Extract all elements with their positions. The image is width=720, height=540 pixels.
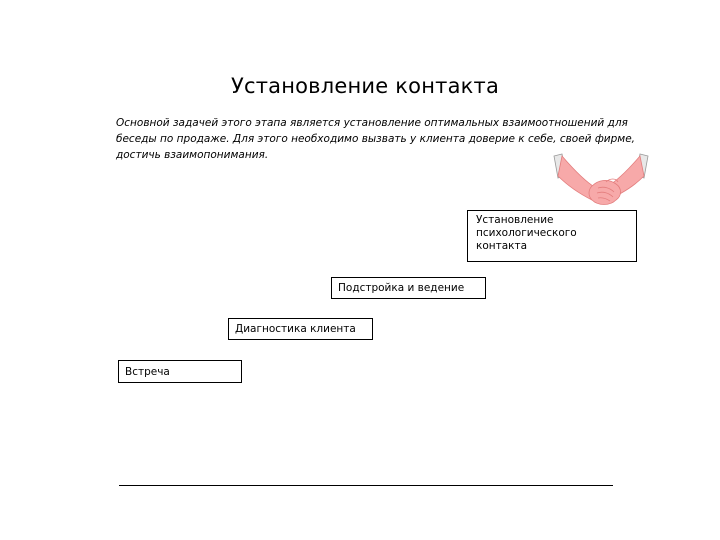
stage-rapport-box: Установление психологического контакта: [467, 210, 637, 262]
bottom-divider: [119, 485, 613, 486]
slide-title: Установление контакта: [230, 74, 500, 98]
stage-diagnostics-box: Диагностика клиента: [228, 318, 373, 340]
handshake-icon: [552, 152, 650, 212]
intro-paragraph: Основной задачей этого этапа является установление оптимальных взаимоотношений для беседы по продаже. Для этого необходимо вызвать у клиента доверие к себе, своей фирме, достичь взаимопонимания.: [116, 117, 636, 161]
stage-adjustment-box: Подстройка и ведение: [331, 277, 486, 299]
stage-meeting-box: Встреча: [118, 360, 242, 383]
